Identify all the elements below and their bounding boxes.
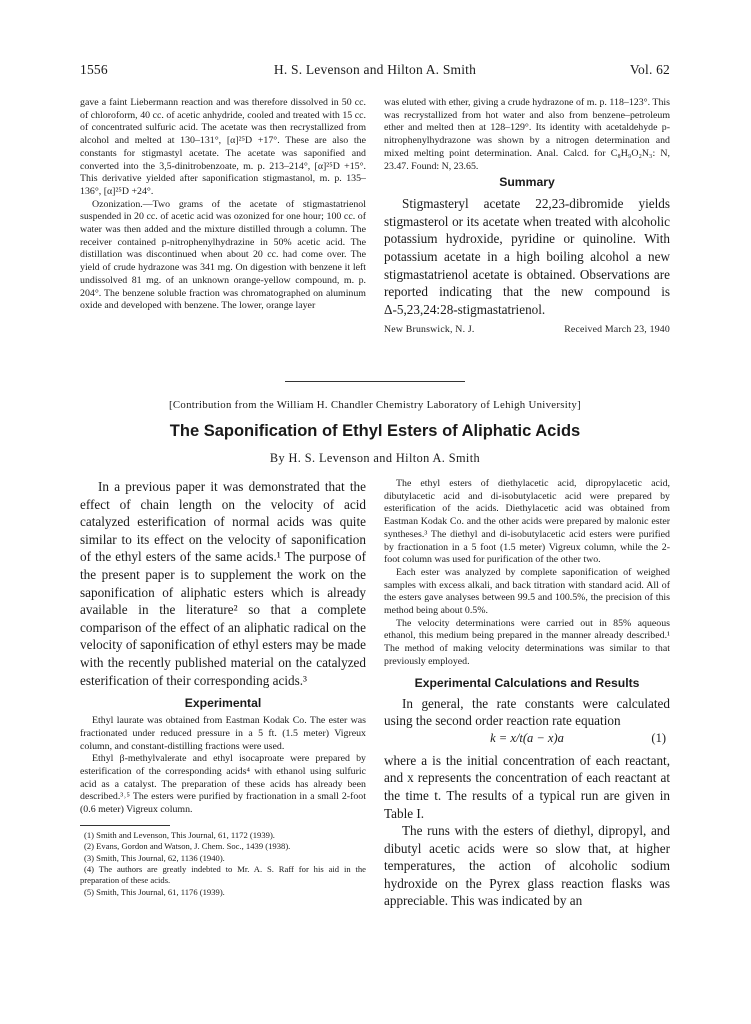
- page-header: [80, 62, 670, 82]
- contribution-line: [Contribution from the William H. Chandler Chemistry Laboratory of Lehigh University]: [169, 399, 581, 411]
- methods-paragraph: The ethyl esters of diethylacetic acid, dipropylacetic acid, dibutylacetic acid and di-isobutylacetic acid were prepared by esterification of the acids. Diethylacetic acid was obtained from Eastman Kodak Co. and the other acids were prepared by malonic ester syntheses.³ The diethyl and di-isobutylacetic acid esters were purified by fractionation in a 5 foot (1.5 meter) Vigreux column, while the 2-foot column was used for purification of the other two.: [384, 478, 670, 566]
- calc-heading: Experimental Calculations and Results: [414, 675, 640, 690]
- byline: By H. S. Levenson and Hilton A. Smith: [269, 451, 481, 465]
- location: New Brunswick, N. J.: [384, 324, 475, 336]
- article-title: The Saponification of Ethyl Esters of Aliphatic Acids: [169, 422, 581, 440]
- footnote: (2) Evans, Gordon and Watson, J. Chem. Soc., 1439 (1938).: [84, 841, 291, 852]
- prev-article-right-column: [384, 97, 670, 340]
- volume-label: Vol. 62: [629, 62, 670, 77]
- rate-equation: [384, 731, 670, 749]
- signature-line: [384, 324, 670, 340]
- footnote: (5) Smith, This Journal, 61, 1176 (1939).: [84, 886, 225, 897]
- running-title: H. S. Levenson and Hilton A. Smith: [273, 62, 477, 77]
- footnote-rule: [80, 825, 170, 826]
- page-number: 1556: [80, 62, 108, 77]
- footnote: (1) Smith and Levenson, This Journal, 61, 1172 (1939).: [84, 829, 275, 840]
- article-left-column: [80, 478, 366, 898]
- calc-last: The runs with the esters of diethyl, dipropyl, and dibutyl acetic acids were so slow that, at higher temperatures, the action of alcoholic sodium hydroxide on the Pyrex glass reaction flasks was appreciable. This was indicated by an: [384, 823, 670, 909]
- experimental-paragraph: Ethyl laurate was obtained from Eastman Kodak Co. The ester was fractionated under reduced pressure in a 5 ft. (1.5 meter) Vigreux column, and constant-distilling fractions were used.: [80, 715, 366, 752]
- footnote: (3) Smith, This Journal, 62, 1136 (1940).: [84, 852, 225, 863]
- calc-after: where a is the initial concentration of each reactant, and x represents the concentration of each reactant at the time t. The results of a typical run are given in Table I.: [384, 752, 670, 821]
- ozonization-paragraph: Ozonization.—Two grams of the acetate of stigmastatrienol suspended in 20 cc. of acetic acid was ozonized for one hour; 100 cc. of water was then added and the mixture distilled through a column. The receiver contained p-nitrophenylhydrazine in 50% acetic acid. The distillation was discontinued when about 20 cc. had come over. The yield of crude hydrazone was 341 mg. On digestion with benzene it left undissolved 81 mg. of an unknown orange-yellow compound, m. p. 204°. The benzene soluble fraction was chromatographed on aluminum oxide and developed with benzene. The lower, orange layer: [80, 198, 366, 312]
- prev-article-left-column: [80, 97, 366, 313]
- methods-paragraph: The velocity determinations were carried out in 85% aqueous ethanol, this medium being prepared in the manner already described.¹ The method of making velocity determinations was similar to that previously employed.: [384, 617, 670, 667]
- article-right-column: [384, 478, 670, 910]
- calc-intro: In general, the rate constants were calculated using the second order reaction rate equation: [384, 695, 670, 729]
- experimental-paragraph: Ethyl β-methylvalerate and ethyl isocaproate were prepared by esterification of the corresponding acids⁴ with ethanol using sulfuric acid as a catalyst. The preparation of these acids has already been described.³˒⁵ The esters were purified by fractionation in a small 2-foot (0.6 meter) Vigreux column.: [80, 753, 366, 816]
- experimental-heading: Experimental: [184, 696, 262, 711]
- prev-paragraph: gave a faint Liebermann reaction and was therefore dissolved in 50 cc. of chloroform, 40 cc. of acetic anhydride, cooled and treated with 15 cc. of concentrated sulfuric acid. The acetate was then recrystallized from alcohol and melted at 130–131°, [α]²⁵D +17°. These are also the constants for stigmastyl acetate. The acetate was saponified and converted into the 3,5-dinitrobenzoate, m. p. 213–214°, [α]²⁵D +15°. This derivative yielded after saponification stigmastanol, m. p. 135–136°, [α]²⁵D +24°.: [80, 97, 366, 197]
- section-divider: [285, 381, 465, 382]
- footnote: (4) The authors are greatly indebted to Mr. A. S. Raff for his aid in the preparation of these acids.: [80, 863, 366, 886]
- methods-paragraph: Each ester was analyzed by complete saponification of weighed samples with excess alkali, and back titration with standard acid. All of the esters gave analyses between 99.5 and 100.5%, the precision of this method being about 0.5%.: [384, 566, 670, 617]
- received-date: Received March 23, 1940: [564, 324, 670, 336]
- intro-paragraph: In a previous paper it was demonstrated that the effect of chain length on the velocity of acid catalyzed esterification of normal acids was quite similar to its effect on the velocity of saponification of the ethyl esters of the same acids.¹ The purpose of the present paper is to supplement the work on the saponification of aliphatic esters which is already available in the literature² so that a complete comparison of the effect of an aliphatic radical on the velocity of saponification of ethyl esters may be made with the recently published material on the catalyzed esterification of their corresponding acids.³: [80, 479, 366, 688]
- summary-text: Stigmasteryl acetate 22,23-dibromide yields stigmasterol or its acetate when treated with alcoholic potassium hydroxide, pyridine or quinoline. With potassium acetate in a high boiling alcohol a new stigmastatrienol acetate is obtained. Observations are reported indicating that the new compound is Δ-5,23,24:28-stigmastatrienol.: [384, 196, 670, 317]
- equation-formula: k = x/t(a − x)a: [490, 730, 564, 745]
- summary-heading: Summary: [499, 175, 555, 190]
- prev-paragraph: was eluted with ether, giving a crude hydrazone of m. p. 118–123°. This was recrystallized from hot water and also from benzene–petroleum ether and melted then at 128–129°. Its identity with acetaldehyde p-nitrophenylhydrazone was shown by a nitrogen determination and mixed melting point determination. Anal. Calcd. for C₈H₉O₂N₃: N, 23.47. Found: N, 23.65.: [384, 97, 670, 172]
- equation-number: (1): [651, 730, 666, 745]
